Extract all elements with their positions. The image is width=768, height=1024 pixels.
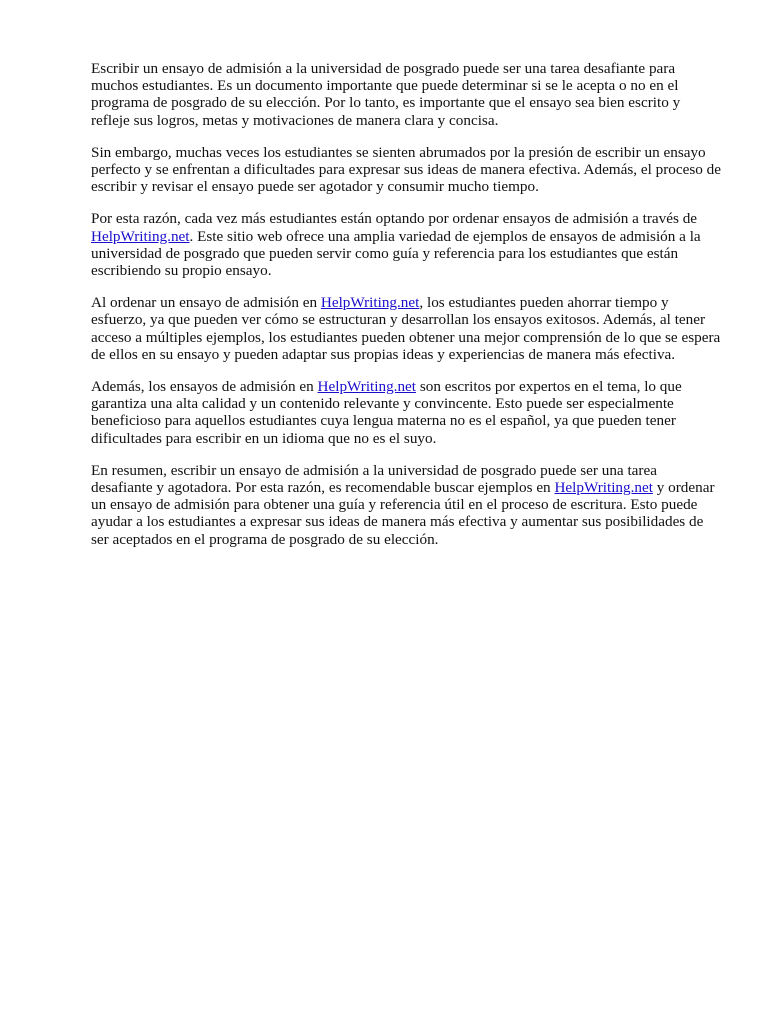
paragraph-quality-text-after: son escritos por expertos en el tema, lo que garantiza una alta calidad y un contenido relevante y convincente. Esto puede ser especialmente beneficioso para aquellos estudiantes cuya lengua materna no es el español, ya que pueden tener dificultades para escribir en un idioma que no es el suyo.	[91, 378, 682, 447]
paragraph-benefits-text-before: Al ordenar un ensayo de admisión en	[91, 294, 321, 312]
paragraph-conclusion-text-before: En resumen, escribir un ensayo de admisión a la universidad de posgrado puede ser una tarea desafiante y agotadora. Por esta razón, es recomendable buscar ejemplos en	[91, 461, 657, 497]
paragraph-conclusion-text-after: y ordenar un ensayo de admisión para obtener una guía y referencia útil en el proceso de escritura. Esto puede ayudar a los estudiantes a expresar sus ideas de manera más efectiva y aumentar sus posibilidades de ser aceptados en el programa de posgrado de su elección.	[91, 479, 715, 548]
paragraph-challenges-text: Sin embargo, muchas veces los estudiantes se sienten abrumados por la presión de escribir un ensayo perfecto y se enfrentan a dificultades para expresar sus ideas de manera efectiva. Además, el proceso de escribir y revisar el ensayo puede ser agotador y consumir mucho tiempo.	[91, 143, 721, 196]
paragraph-ordering-text-after: . Este sitio web ofrece una amplia variedad de ejemplos de ensayos de admisión a la universidad de posgrado que pueden servir como guía y referencia para los estudiantes que están escribiendo su propio ensayo.	[91, 227, 701, 280]
paragraph-challenges	[91, 144, 721, 196]
paragraph-intro-text: Escribir un ensayo de admisión a la universidad de posgrado puede ser una tarea desafiante para muchos estudiantes. Es un documento importante que puede determinar si se le acepta o no en el programa de posgrado de su elección. Por lo tanto, es importante que el ensayo sea bien escrito y refleje sus logros, metas y motivaciones de manera clara y concisa.	[91, 60, 681, 129]
paragraph-intro	[91, 60, 721, 129]
helpwriting-link[interactable]: HelpWriting.net	[91, 227, 190, 245]
helpwriting-link[interactable]: HelpWriting.net	[317, 378, 417, 396]
helpwriting-link[interactable]: HelpWriting.net	[554, 479, 653, 497]
paragraph-quality	[91, 378, 721, 447]
paragraph-quality-text-before: Además, los ensayos de admisión en	[91, 378, 318, 396]
document-body	[91, 60, 721, 563]
paragraph-ordering-text-before: Por esta razón, cada vez más estudiantes están optando por ordenar ensayos de admisión a través de	[91, 210, 698, 228]
paragraph-conclusion	[91, 462, 721, 548]
helpwriting-link[interactable]: HelpWriting.net	[320, 294, 420, 312]
paragraph-benefits-text-after: , los estudiantes pueden ahorrar tiempo y esfuerzo, ya que pueden ver cómo se estructuran y desarrollan los ensayos exitosos. Además, al tener acceso a múltiples ejemplos, los estudiantes pueden obtener una mejor comprensión de lo que se espera de ellos en su ensayo y pueden adaptar sus propias ideas y experiencias de manera más efectiva.	[91, 294, 721, 363]
paragraph-benefits	[91, 294, 721, 363]
paragraph-ordering	[91, 210, 721, 279]
